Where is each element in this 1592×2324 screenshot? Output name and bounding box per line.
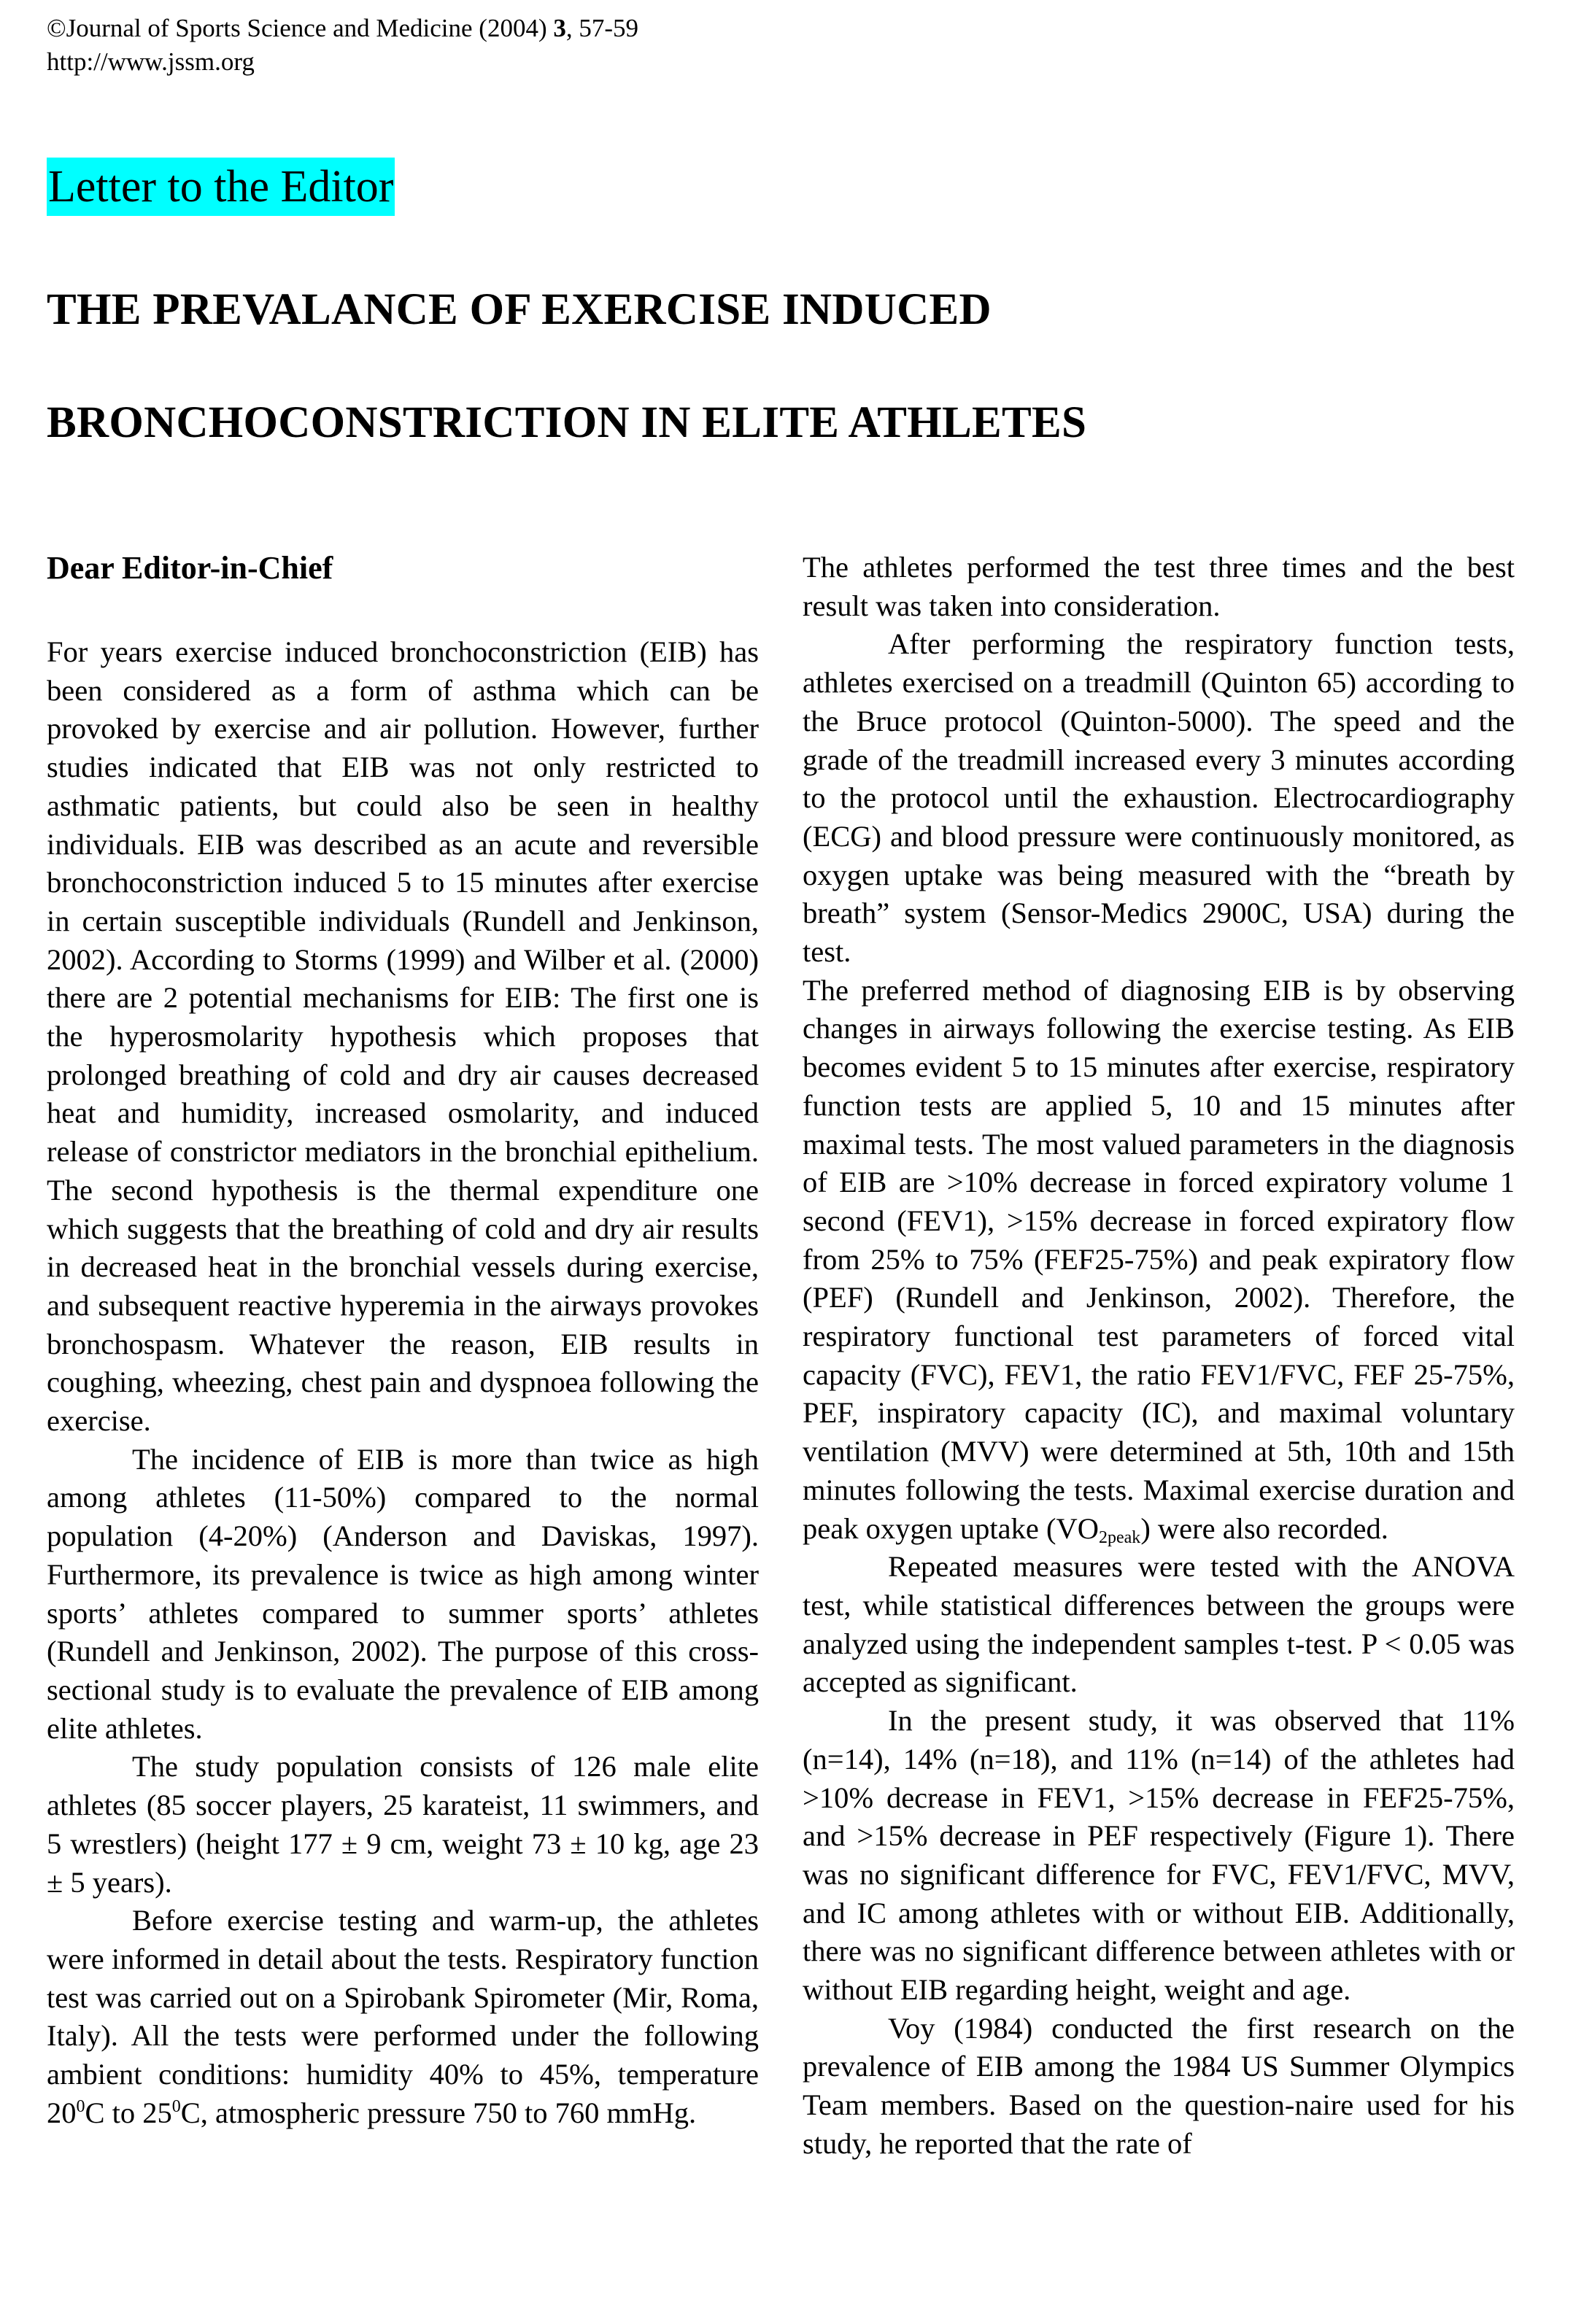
text-run: C, atmospheric pressure 750 to 760 mmHg.: [180, 2096, 697, 2129]
article-title-line-2: BRONCHOCONSTRICTION IN ELITE ATHLETES: [47, 398, 1087, 447]
article-title-line-1: THE PREVALANCE OF EXERCISE INDUCED: [47, 285, 992, 334]
journal-url[interactable]: http://www.jssm.org: [47, 47, 255, 76]
salutation: Dear Editor-in-Chief: [47, 550, 333, 586]
paragraph: [47, 1902, 759, 2132]
text-run: ) were also recorded.: [1140, 1511, 1388, 1545]
paragraph: After performing the respiratory function tests, athletes exercised on a treadmill (Quinton 65) according to the Bruce protocol (Quinton-5000). The speed and the grade of the treadmill increased every 3 minutes according to the protocol until the exhaustion. Electrocardiography (ECG) and blood pressure were continuously monitored, as oxygen uptake was being measured with the “breath by breath” system (Sensor-Medics 2900C, USA) during the test.: [803, 627, 1515, 969]
section-tag: Letter to the Editor: [47, 158, 395, 216]
journal-volume: 3: [553, 14, 566, 42]
subscript: 2peak: [1099, 1527, 1141, 1547]
journal-name: ©Journal of Sports Science and Medicine (2004): [47, 14, 554, 42]
paragraph: The incidence of EIB is more than twice as high among athletes (11-50%) compared to the normal population (4-20%) (Anderson and Daviskas, 1997). Furthermore, its prevalence is twice as high among winter sports’ athletes compared to summer sports’ athletes (Rundell and Jenkinson, 2002). The purpose of this cross-sectional study is to evaluate the prevalence of EIB among elite athletes.: [47, 1442, 759, 1745]
paragraph: Voy (1984) conducted the first research on the prevalence of EIB among the 1984 US Summer Olympics Team members. Based on the question-naire used for his study, he reported that the rate of: [803, 2011, 1515, 2160]
left-column: [47, 633, 759, 2132]
paragraph: For years exercise induced bronchoconstriction (EIB) has been considered as a form of asthma which can be provoked by exercise and air pollution. However, further studies indicated that EIB was not only restricted to asthmatic patients, but could also be seen in healthy individuals. EIB was described as an acute and reversible bronchoconstriction induced 5 to 15 minutes after exercise in certain susceptible individuals (Rundell and Jenkinson, 2002). According to Storms (1999) and Wilber et al. (2000) there are 2 potential mechanisms for EIB: The first one is the hyperosmolarity hypothesis which proposes that prolonged breathing of cold and dry air causes decreased heat and humidity, increased osmolarity, and induced release of constrictor mediators in the bronchial epithelium. The second hypothesis is the thermal expenditure one which suggests that the breathing of cold and dry air results in decreased heat in the bronchial vessels during exercise, and subsequent reactive hyperemia in the airways provokes bronchospasm. Whatever the reason, EIB results in coughing, wheezing, chest pain and dyspnoea following the exercise.: [47, 635, 759, 1438]
text-run: Before exercise testing and warm-up, the athletes were informed in detail about the tests. Respiratory function test was carried out on a Spirobank Spirometer (Mir, Roma, Italy). All the tests were performed under the following ambient conditions: humidity 40% to 45%, temperature 20: [47, 1904, 759, 2129]
text-run: C to 25: [85, 2096, 172, 2129]
paragraph: The study population consists of 126 male elite athletes (85 soccer players, 25 karateist, 11 swimmers, and 5 wrestlers) (height 177 ± 9 cm, weight 73 ± 10 kg, age 23 ± 5 years).: [47, 1750, 759, 1899]
journal-pages: , 57-59: [565, 14, 638, 42]
paragraph: In the present study, it was observed that 11% (n=14), 14% (n=18), and 11% (n=14) of the athletes had >10% decrease in FEV1, >15% decrease in FEF25-75%, and >15% decrease in PEF respectively (Figure 1). There was no significant difference for FVC, FEV1/FVC, MVV, and IC among athletes with or without EIB. Additionally, there was no significant difference between athletes with or without EIB regarding height, weight and age.: [803, 1704, 1515, 2007]
text-run: The preferred method of diagnosing EIB is by observing changes in airways following the exercise testing. As EIB becomes evident 5 to 15 minutes after exercise, respiratory function tests are applied 5, 10 and 15 minutes after maximal tests. The most valued parameters in the diagnosis of EIB are >10% decrease in forced expiratory volume 1 second (FEV1), >15% decrease in forced expiratory flow from 25% to 75% (FEF25-75%) and peak expiratory flow (PEF) (Rundell and Jenkinson, 2002). Therefore, the respiratory functional test parameters of forced vital capacity (FVC), FEV1, the ratio FEV1/FVC, FEF 25-75%, PEF, inspiratory capacity (IC), and maximal voluntary ventilation (MVV) were determined at 5th, 10th and 15th minutes following the tests. Maximal exercise duration and peak oxygen uptake (VO: [803, 973, 1515, 1545]
paragraph: The athletes performed the test three times and the best result was taken into consideration.: [803, 551, 1515, 622]
superscript: 0: [171, 2096, 181, 2116]
paragraph: Repeated measures were tested with the ANOVA test, while statistical differences between the groups were analyzed using the independent samples t-test. P < 0.05 was accepted as significant.: [803, 1550, 1515, 1699]
superscript: 0: [76, 2096, 85, 2116]
right-column: [803, 549, 1515, 2164]
journal-citation: [47, 13, 638, 44]
paragraph: [803, 972, 1515, 1549]
